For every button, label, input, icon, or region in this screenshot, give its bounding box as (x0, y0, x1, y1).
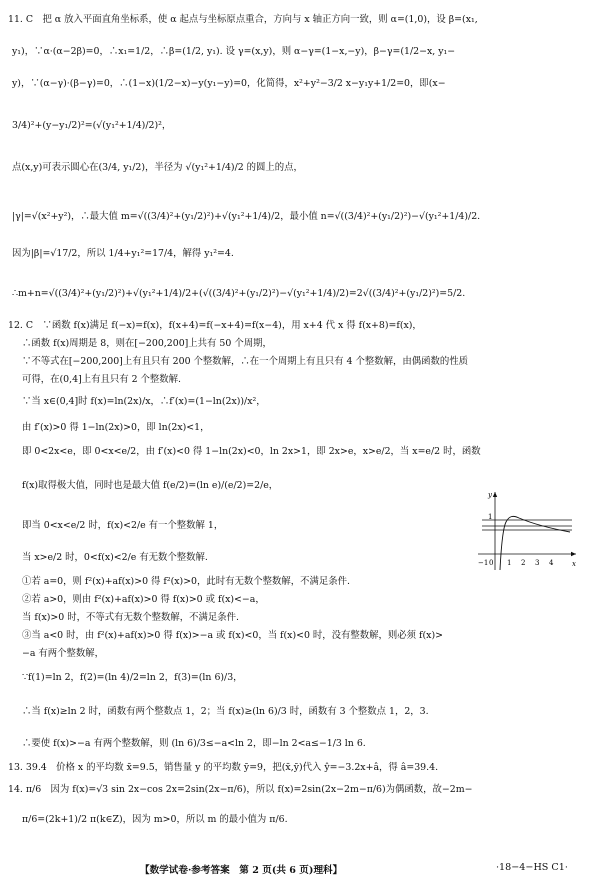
text-line: 即当 0<x<e/2 时，f(x)<2/e 有一个整数解 1， (22, 520, 224, 531)
text-line: ∴当 f(x)≥ln 2 时，函数有两个整数点 1，2；当 f(x)≥(ln 6)/3 时，函数有 3 个整数点 1，2，3. (22, 706, 429, 717)
footer-title: 【数学试卷·参考答案 第 2 页(共 6 页)理科】 (140, 865, 343, 876)
text-line: ∴m+n=√((3/4)²+(y₁/2)²)+√(y₁²+1/4)/2+(√((3/4)²+(y₁/2)²)−√(y₁²+1/4)/2)=2√((3/4)²+(y₁/2)²)=5/2. (12, 288, 466, 299)
tick-label: −1 (478, 559, 489, 567)
text-line: 由 f′(x)>0 得 1−ln(2x)>0，即 ln(2x)<1， (22, 422, 210, 433)
text-line: y₁)，∵α·(α−2β)=0，∴x₁=1/2，∴β=(1/2, y₁). 设 γ=(x,y)，则 α−γ=(1−x,−y)，β−γ=(1/2−x, y₁− (12, 46, 456, 57)
text-line: ∵不等式在[−200,200]上有且只有 200 个整数解，∴在一个周期上有且只有 4 个整数解，由偶函数的性质 (22, 356, 468, 367)
text-line: 当 x>e/2 时，0<f(x)<2/e 有无数个整数解. (22, 552, 208, 563)
text-line: ①若 a=0，则 f²(x)+af(x)>0 得 f²(x)>0，此时有无数个整数解，不满足条件. (22, 576, 351, 587)
tick-label: 1 (507, 559, 512, 567)
text-line: ∵f(1)=ln 2，f(2)=(ln 4)/2=ln 2，f(3)=(ln 6)/3， (22, 672, 243, 683)
text-line: ②若 a>0，则由 f²(x)+af(x)>0 得 f(x)>0 或 f(x)<−a， (22, 594, 265, 605)
text-line: 可得，在(0,4]上有且只有 2 个整数解. (22, 374, 182, 385)
text-line: π/6=(2k+1)/2 π(k∈Z)，因为 m>0，所以 m 的最小值为 π/6. (22, 814, 288, 825)
text-line: ∴要使 f(x)>−a 有两个整数解，则 (ln 6)/3≤−a<ln 2，即−ln 2<a≤−1/3 ln 6. (22, 738, 366, 749)
text-line: 因为|β|=√17/2，所以 1/4+y₁²=17/4，解得 y₁²=4. (12, 248, 234, 259)
text-line: ③当 a<0 时，由 f²(x)+af(x)>0 得 f(x)>−a 或 f(x)<0，当 f(x)<0 时，没有整数解，则必须 f(x)> (22, 630, 443, 641)
x-axis-arrow-icon (571, 552, 576, 556)
text-line: 11. C 把 α 放入平面直角坐标系，使 α 起点与坐标原点重合，方向与 x 轴正方向一致，则 α=(1,0)，设 β=(x₁, (8, 14, 478, 25)
text-line: 14. π/6 因为 f(x)=√3 sin 2x−cos 2x=2sin(2x−π/6)，所以 f(x)=2sin(2x−2m−π/6)为偶函数，故−2m− (8, 784, 473, 795)
text-line: ∵当 x∈(0,4]时 f(x)=ln(2x)/x，∴f′(x)=(1−ln(2x))/x²， (22, 396, 266, 407)
tick-label: 0 (489, 559, 494, 567)
tick-label: 3 (535, 559, 540, 567)
tick-label-one: 1 (488, 513, 493, 521)
text-line: y)，∵(α−γ)·(β−γ)=0，∴(1−x)(1/2−x)−y(y₁−y)=0，化简得，x²+y²−3/2 x−y₁y+1/2=0，即(x− (12, 78, 446, 89)
y-axis-arrow-icon (493, 492, 497, 497)
text-line: 12. C ∵函数 f(x)满足 f(−x)=f(x)，f(x+4)=f(−x+4)=f(x−4)，用 x+4 代 x 得 f(x+8)=f(x)， (8, 320, 422, 331)
text-line: 13. 39.4 价格 x 的平均数 x̄=9.5，销售量 y 的平均数 ȳ=9，把(x̄,ȳ)代入 ŷ=−3.2x+â，得 â=39.4. (8, 762, 439, 773)
text-line: 即 0<2x<e，即 0<x<e/2，由 f′(x)<0 得 1−ln(2x)<0，ln 2x>1，即 2x>e，x>e/2，当 x=e/2 时，函数 (22, 446, 481, 457)
text-line: −a 有两个整数解， (22, 648, 105, 659)
text-line: ∴函数 f(x)周期是 8，则在[−200,200]上共有 50 个周期， (22, 338, 272, 349)
text-line: |γ|=√(x²+y²)，∴最大值 m=√((3/4)²+(y₁/2)²)+√(y₁²+1/4)/2，最小值 n=√((3/4)²+(y₁/2)²)−√(y₁²+1/4)/2. (12, 211, 481, 222)
text-line: 点(x,y)可表示圆心在(3/4, y₁/2)，半径为 √(y₁²+1/4)/2 的圆上的点， (12, 162, 303, 173)
footer-code: ·18−4−HS C1· (496, 862, 568, 873)
y-axis-label: y (488, 491, 492, 499)
text-line: f(x)取得极大值，同时也是最大值 f(e/2)=(ln e)/(e/2)=2/e， (22, 480, 279, 491)
text-line: 3/4)²+(y−y₁/2)²=(√(y₁²+1/4)/2)²， (12, 120, 172, 131)
x-axis-label: x (572, 560, 576, 568)
tick-label: 4 (549, 559, 554, 567)
function-graph (476, 488, 580, 572)
tick-label: 2 (521, 559, 526, 567)
text-line: 当 f(x)>0 时，不等式有无数个整数解，不满足条件. (22, 612, 239, 623)
